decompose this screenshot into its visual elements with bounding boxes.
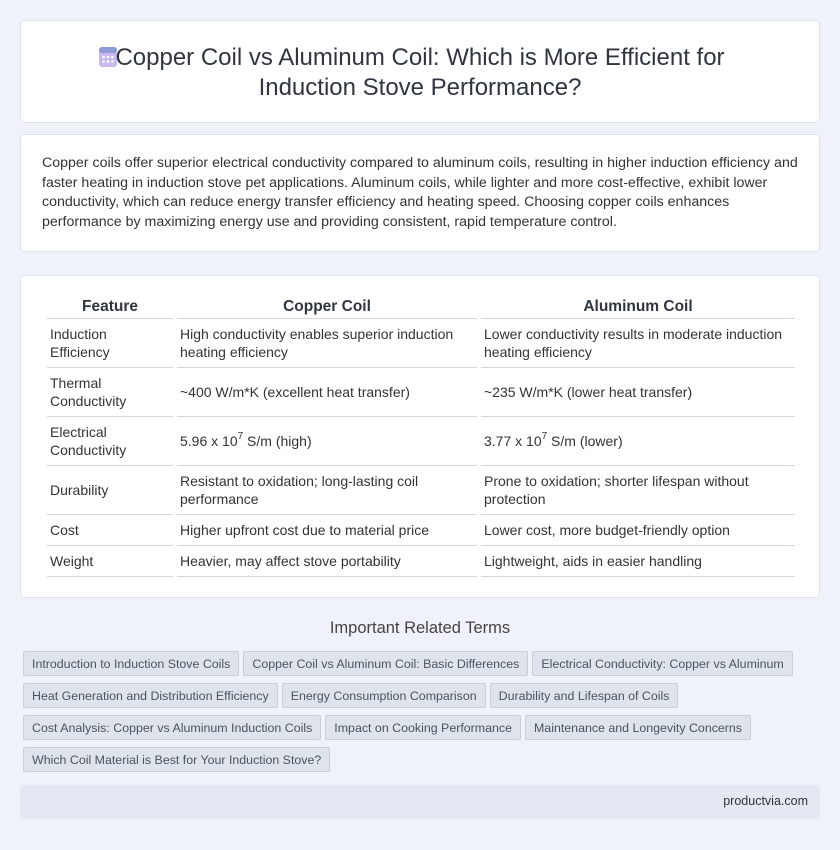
aluminum-cell: Prone to oxidation; shorter lifespan without protection [481, 466, 795, 515]
title-card [20, 20, 820, 123]
related-term-tag[interactable]: Maintenance and Longevity Concerns [525, 715, 751, 740]
related-term-tag[interactable]: Heat Generation and Distribution Efficiency [23, 683, 278, 708]
table-row [47, 417, 795, 466]
header-copper-coil: Copper Coil [177, 295, 477, 319]
related-term-tag[interactable]: Impact on Cooking Performance [325, 715, 521, 740]
aluminum-cell: Lower cost, more budget-friendly option [481, 515, 795, 546]
feature-cell: Durability [47, 466, 173, 515]
aluminum-value-exponent: 7 [541, 431, 548, 443]
related-terms-tags [23, 651, 823, 779]
copper-value-base: 5.96 x 10 [180, 433, 238, 449]
feature-cell: Electrical Conductivity [47, 417, 173, 466]
table-header-row [47, 295, 795, 319]
related-term-tag[interactable]: Copper Coil vs Aluminum Coil: Basic Differences [243, 651, 528, 676]
feature-cell: Induction Efficiency [47, 319, 173, 368]
table-row [47, 368, 795, 417]
comparison-table-card [20, 275, 820, 598]
related-term-tag[interactable]: Energy Consumption Comparison [282, 683, 486, 708]
header-aluminum-coil: Aluminum Coil [481, 295, 795, 319]
copper-cell: High conductivity enables superior induction heating efficiency [177, 319, 477, 368]
related-term-tag[interactable]: Introduction to Induction Stove Coils [23, 651, 239, 676]
page-title: Copper Coil vs Aluminum Coil: Which is More Efficient for Induction Stove Performance? [115, 44, 725, 101]
aluminum-value-base: 3.77 x 10 [484, 433, 542, 449]
table-row [47, 466, 795, 515]
intro-paragraph: Copper coils offer superior electrical conductivity compared to aluminum coils, resulting in higher induction efficiency and faster heating in induction stove pet applications. Aluminum coils, while lighter and more cost-effective, exhibit lower conductivity, which can reduce energy transfer efficiency and heating speed. Choosing copper coils enhances performance by maximizing energy use and providing consistent, rapid temperature control. [42, 155, 798, 230]
footer-site-link[interactable]: productvia.com [723, 794, 808, 808]
copper-value-exponent: 7 [237, 431, 244, 443]
copper-value-unit: S/m (high) [243, 433, 312, 449]
copper-cell [177, 417, 477, 466]
copper-cell: Higher upfront cost due to material price [177, 515, 477, 546]
table-row [47, 319, 795, 368]
intro-card [20, 134, 820, 252]
aluminum-cell: Lightweight, aids in easier handling [481, 546, 795, 577]
related-term-tag[interactable]: Durability and Lifespan of Coils [490, 683, 679, 708]
header-feature: Feature [47, 295, 173, 319]
aluminum-cell [481, 417, 795, 466]
feature-cell: Thermal Conductivity [47, 368, 173, 417]
copper-cell: Resistant to oxidation; long-lasting coil performance [177, 466, 477, 515]
table-row [47, 546, 795, 577]
comparison-table [43, 295, 799, 577]
related-term-tag[interactable]: Which Coil Material is Best for Your Induction Stove? [23, 747, 330, 772]
aluminum-cell: ~235 W/m*K (lower heat transfer) [481, 368, 795, 417]
related-term-tag[interactable]: Cost Analysis: Copper vs Aluminum Induction Coils [23, 715, 321, 740]
related-terms-heading: Important Related Terms [329, 619, 511, 637]
footer-bar [20, 785, 820, 819]
related-term-tag[interactable]: Electrical Conductivity: Copper vs Aluminum [532, 651, 792, 676]
copper-cell: Heavier, may affect stove portability [177, 546, 477, 577]
table-row [47, 515, 795, 546]
feature-cell: Cost [47, 515, 173, 546]
feature-cell: Weight [47, 546, 173, 577]
aluminum-cell: Lower conductivity results in moderate induction heating efficiency [481, 319, 795, 368]
aluminum-value-unit: S/m (lower) [547, 433, 623, 449]
copper-cell: ~400 W/m*K (excellent heat transfer) [177, 368, 477, 417]
